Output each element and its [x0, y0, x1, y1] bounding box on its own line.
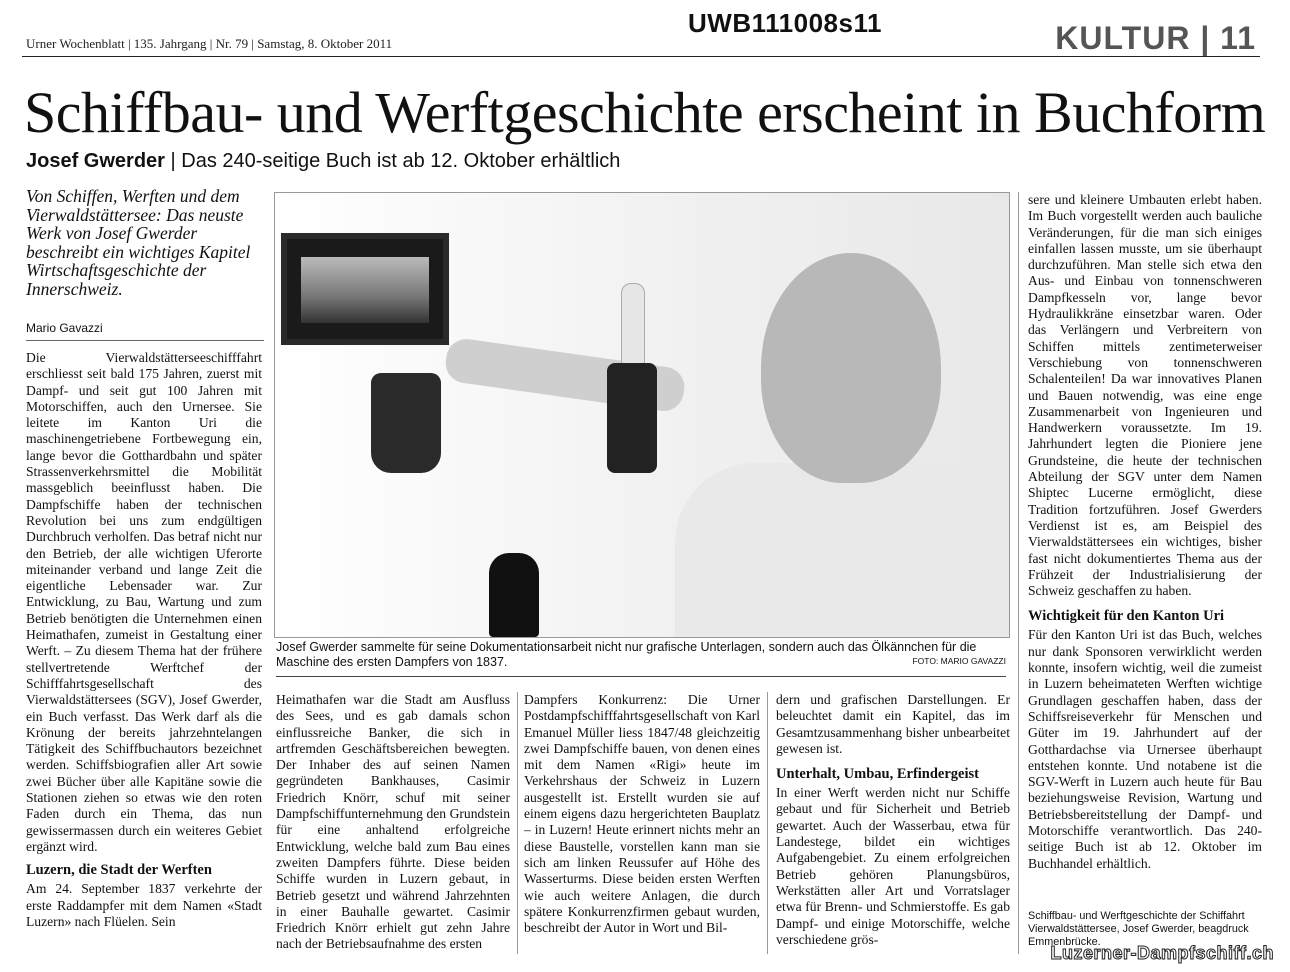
section-label: KULTUR | 11	[1055, 20, 1256, 56]
column-4-paragraph: dern und grafischen Darstellungen. Er beleuchtet damit ein Kapitel, das im Gesamtzusammenhang bisher unbearbeitet gewesen ist.	[776, 692, 1010, 756]
subheading-kanton-uri: Wichtigkeit für den Kanton Uri	[1028, 608, 1225, 625]
column-5-paragraph-2: Für den Kanton Uri ist das Buch, welches nur dank Sponsoren verwirklicht werden konnte, insofern wichtig, weil die zumeist in Luzern beheimateten Werften wichtige Grundlagen geschaffen haben, dass der Schiffsreiseverkehr für Menschen und Güter im 19. Jahrhundert auf der Gotthardachse via Urnersee überhaupt entstehen konnte. Und notabene ist die SGV-Werft in Luzern auch heute für Bau beziehungsweise Revision, Wartung und Betriebsbereitstellung der Dampf- und Motorschiffe verantwortlich. Das 240-seitige Buch ist ab 12. Oktober im Buchhandel erhältlich.	[1028, 627, 1262, 871]
photo-person-body	[675, 463, 1010, 638]
photo-caption: Josef Gwerder sammelte für seine Dokumentationsarbeit nicht nur grafische Unterlagen, sondern auch das Ölkännchen für die Maschine des ersten Dampfers von 1837.	[276, 640, 977, 669]
column-3	[524, 692, 760, 936]
column-2	[276, 692, 510, 953]
header-rule	[22, 56, 1260, 57]
oil-can	[371, 373, 441, 473]
photo-person-head	[761, 253, 941, 483]
column-divider	[767, 692, 768, 954]
author-name: Josef Gwerder	[26, 150, 165, 172]
picture-frame	[281, 233, 449, 345]
headline: Schiffbau- und Werftgeschichte erscheint in Buchform	[24, 80, 1266, 145]
subline	[26, 150, 620, 173]
column-4-paragraph-2: In einer Werft werden nicht nur Schiffe gebaut und für Sicherheit und Betrieb gewartet. Auch der Wasserbau, etwa für Landestege, bildet ein wichtiges Aufgabengebiet. Zu einem erfolgreichen Betrieb gehören Planungsbüros, Werkstätten aller Art und Vorratslager etwa für Brenn- und Schmierstoffe. Es gab Dampf- und einige Motorschiffe, welche verschiedene grös-	[776, 785, 1010, 947]
watermark: Luzerner-Dampfschiff.ch	[1050, 943, 1274, 963]
photo-statue	[489, 553, 539, 637]
masthead: Urner Wochenblatt | 135. Jahrgang | Nr. 79 | Samstag, 8. Oktober 2011	[26, 36, 393, 51]
subline-text: | Das 240-seitige Buch ist ab 12. Oktober erhältlich	[164, 150, 621, 172]
oil-lamp	[607, 363, 657, 473]
book-caption: Schiffbau- und Werftgeschichte der Schiffahrt Vierwaldstättersee, Josef Gwerder, beagdruck Emmenbrücke.	[1028, 910, 1249, 948]
column-divider	[517, 692, 518, 954]
lamp-glass	[621, 283, 645, 365]
column-1	[26, 350, 262, 930]
column-2-paragraph: Heimathafen war die Stadt am Ausfluss des Sees, und es gab damals schon einflussreiche Banker, die sich in artfremden Geschäftsbereichen bewegten. Der Inhaber des auf seinen Namen gegründeten Bankhauses, Casimir Friedrich Knörr, schuf mit seiner Dampfschiffunternehmung den Grundstein für eine anhaltend erfolgreiche Entwicklung, welche bald zum Bau eines zweiten Dampfers führte. Diese beiden Schiffe wurden in Luzern gebaut, in Betrieb gesetzt und während Jahrzehnten in einer Bauhalle gewartet. Casimir Friedrich Knörr erhielt gut zehn Jahre nach der Betriebsaufnahme des ersten	[276, 692, 510, 952]
column-3-paragraph: Dampfers Konkurrenz: Die Urner Postdampfschifffahrtsgesellschaft von Karl Emanuel Müller liess 1847/48 gleichzeitig zwei Dampfschiffe bauen, von denen eines mit dem Namen «Rigi» heute im Verkehrshaus der Schweiz in Luzern ausgestellt ist. Erstellt wurden sie auf einem eigens dazu hergerichteten Bauplatz – in Luzern! Heute erinnert nichts mehr an diese Baustelle, vorstellen kann man sie sich am linken Reussufer auf Höhe des Wasserturms. Diese beiden ersten Werften wie auch weitere Anlagen, die durch spätere Konkurrenzfirmen gebaut wurden, beschreibt der Autor in Wort und Bil-	[524, 692, 760, 936]
archive-code: UWB111008s11	[688, 8, 882, 38]
article-photo	[274, 192, 1010, 638]
lead-paragraph: Von Schiffen, Werften und dem Vierwaldstättersee: Das neuste Werk von Josef Gwerder beschreibt ein wichtiges Kapitel Wirtschaftsgeschichte der Innerschweiz.	[26, 186, 251, 299]
caption-rule	[276, 676, 1006, 677]
column-4	[776, 692, 1010, 948]
byline: Mario Gavazzi	[26, 321, 103, 335]
photo-credit: FOTO: MARIO GAVAZZI	[912, 656, 1006, 666]
column-divider	[1018, 192, 1019, 954]
subheading-luzern: Luzern, die Stadt der Werften	[26, 862, 212, 879]
column-5	[1028, 192, 1262, 872]
column-1-paragraph: Die Vierwaldstätterseeschifffahrt erschliesst seit bald 175 Jahren, zuerst mit Dampf- und seit gut 100 Jahren mit Motorschiffen, auch den Urnersee. Sie leitete im Kanton Uri die maschinengetriebene Fortbewegung ein, lange bevor die Gotthardbahn und später Strassenverkehrsmittel die Mobilität massgeblich beeinflusst haben. Die Dampfschiffe haben der technischen Revolution bei uns zum endgültigen Durchbruch verholfen. Das betraf nicht nur den Betrieb, der alle wichtigen Uferorte miteinander verband und lange Zeit die eigentliche Lebensader war. Zur Entwicklung, zu Bau, Wartung und zum Betrieb benötigten die Unternehmen einen Heimathafen, zumeist in Gestaltung einer Werft. – Zu diesem Thema hat der frühere stellvertretende Werftchef der Schifffahrtsgesellschaft des Vierwaldstättersees (SGV), Josef Gwerder, ein Buch verfasst. Das Werk darf als die Krönung der bereits jahrzehntelangen Tätigkeit des Schiffbuchautors bezeichnet werden. Schiffsbiografien aller Art sowie zwei Bücher über alle Kapitäne sowie die Stationen ziehen so etwas wie den roten Faden durch ein Thema, das nun gewissermassen durch ein weiteres Gebiet ergänzt wird.	[26, 350, 262, 854]
lead-divider	[26, 340, 264, 341]
column-5-paragraph: sere und kleinere Umbauten erlebt haben. Im Buch vorgestellt werden auch bauliche Veränderungen, für die man sich einiges einfallen lassen musste, um sie überhaupt durchzuführen. Man stelle sich etwa den Aus- und Einbau von tonnenschweren Dampfkesseln vor, lange bevor Hydraulikkräne einsetzbar waren. Oder das Verlängern und Verbreitern von Schiffen mittels zentimeterweiser Verschiebung von tonnenschweren Schalenteilen! Da war innovatives Planen und Bauen notwendig, was eine enge Zusammenarbeit von Ingenieuren und Handwerkern voraussetzte. Im 19. Jahrhundert legten die Pioniere jene Grundsteine, die heute der technischen Abteilung der SGV unter dem Namen Shiptec Lucerne ermöglicht, diese Tradition fortzuführen. Josef Gwerders Verdienst ist es, am Beispiel des Vierwaldstättersees ein wichtiges, bisher fast nicht dokumentiertes Thema aus der Frühzeit der Industrialisierung der Schweiz geschaffen zu haben.	[1028, 192, 1262, 599]
column-1-paragraph-2: Am 24. September 1837 verkehrte der erste Raddampfer mit dem Namen «Stadt Luzern» nach Flüelen. Sein	[26, 881, 262, 929]
subheading-unterhalt: Unterhalt, Umbau, Erfindergeist	[776, 766, 979, 783]
